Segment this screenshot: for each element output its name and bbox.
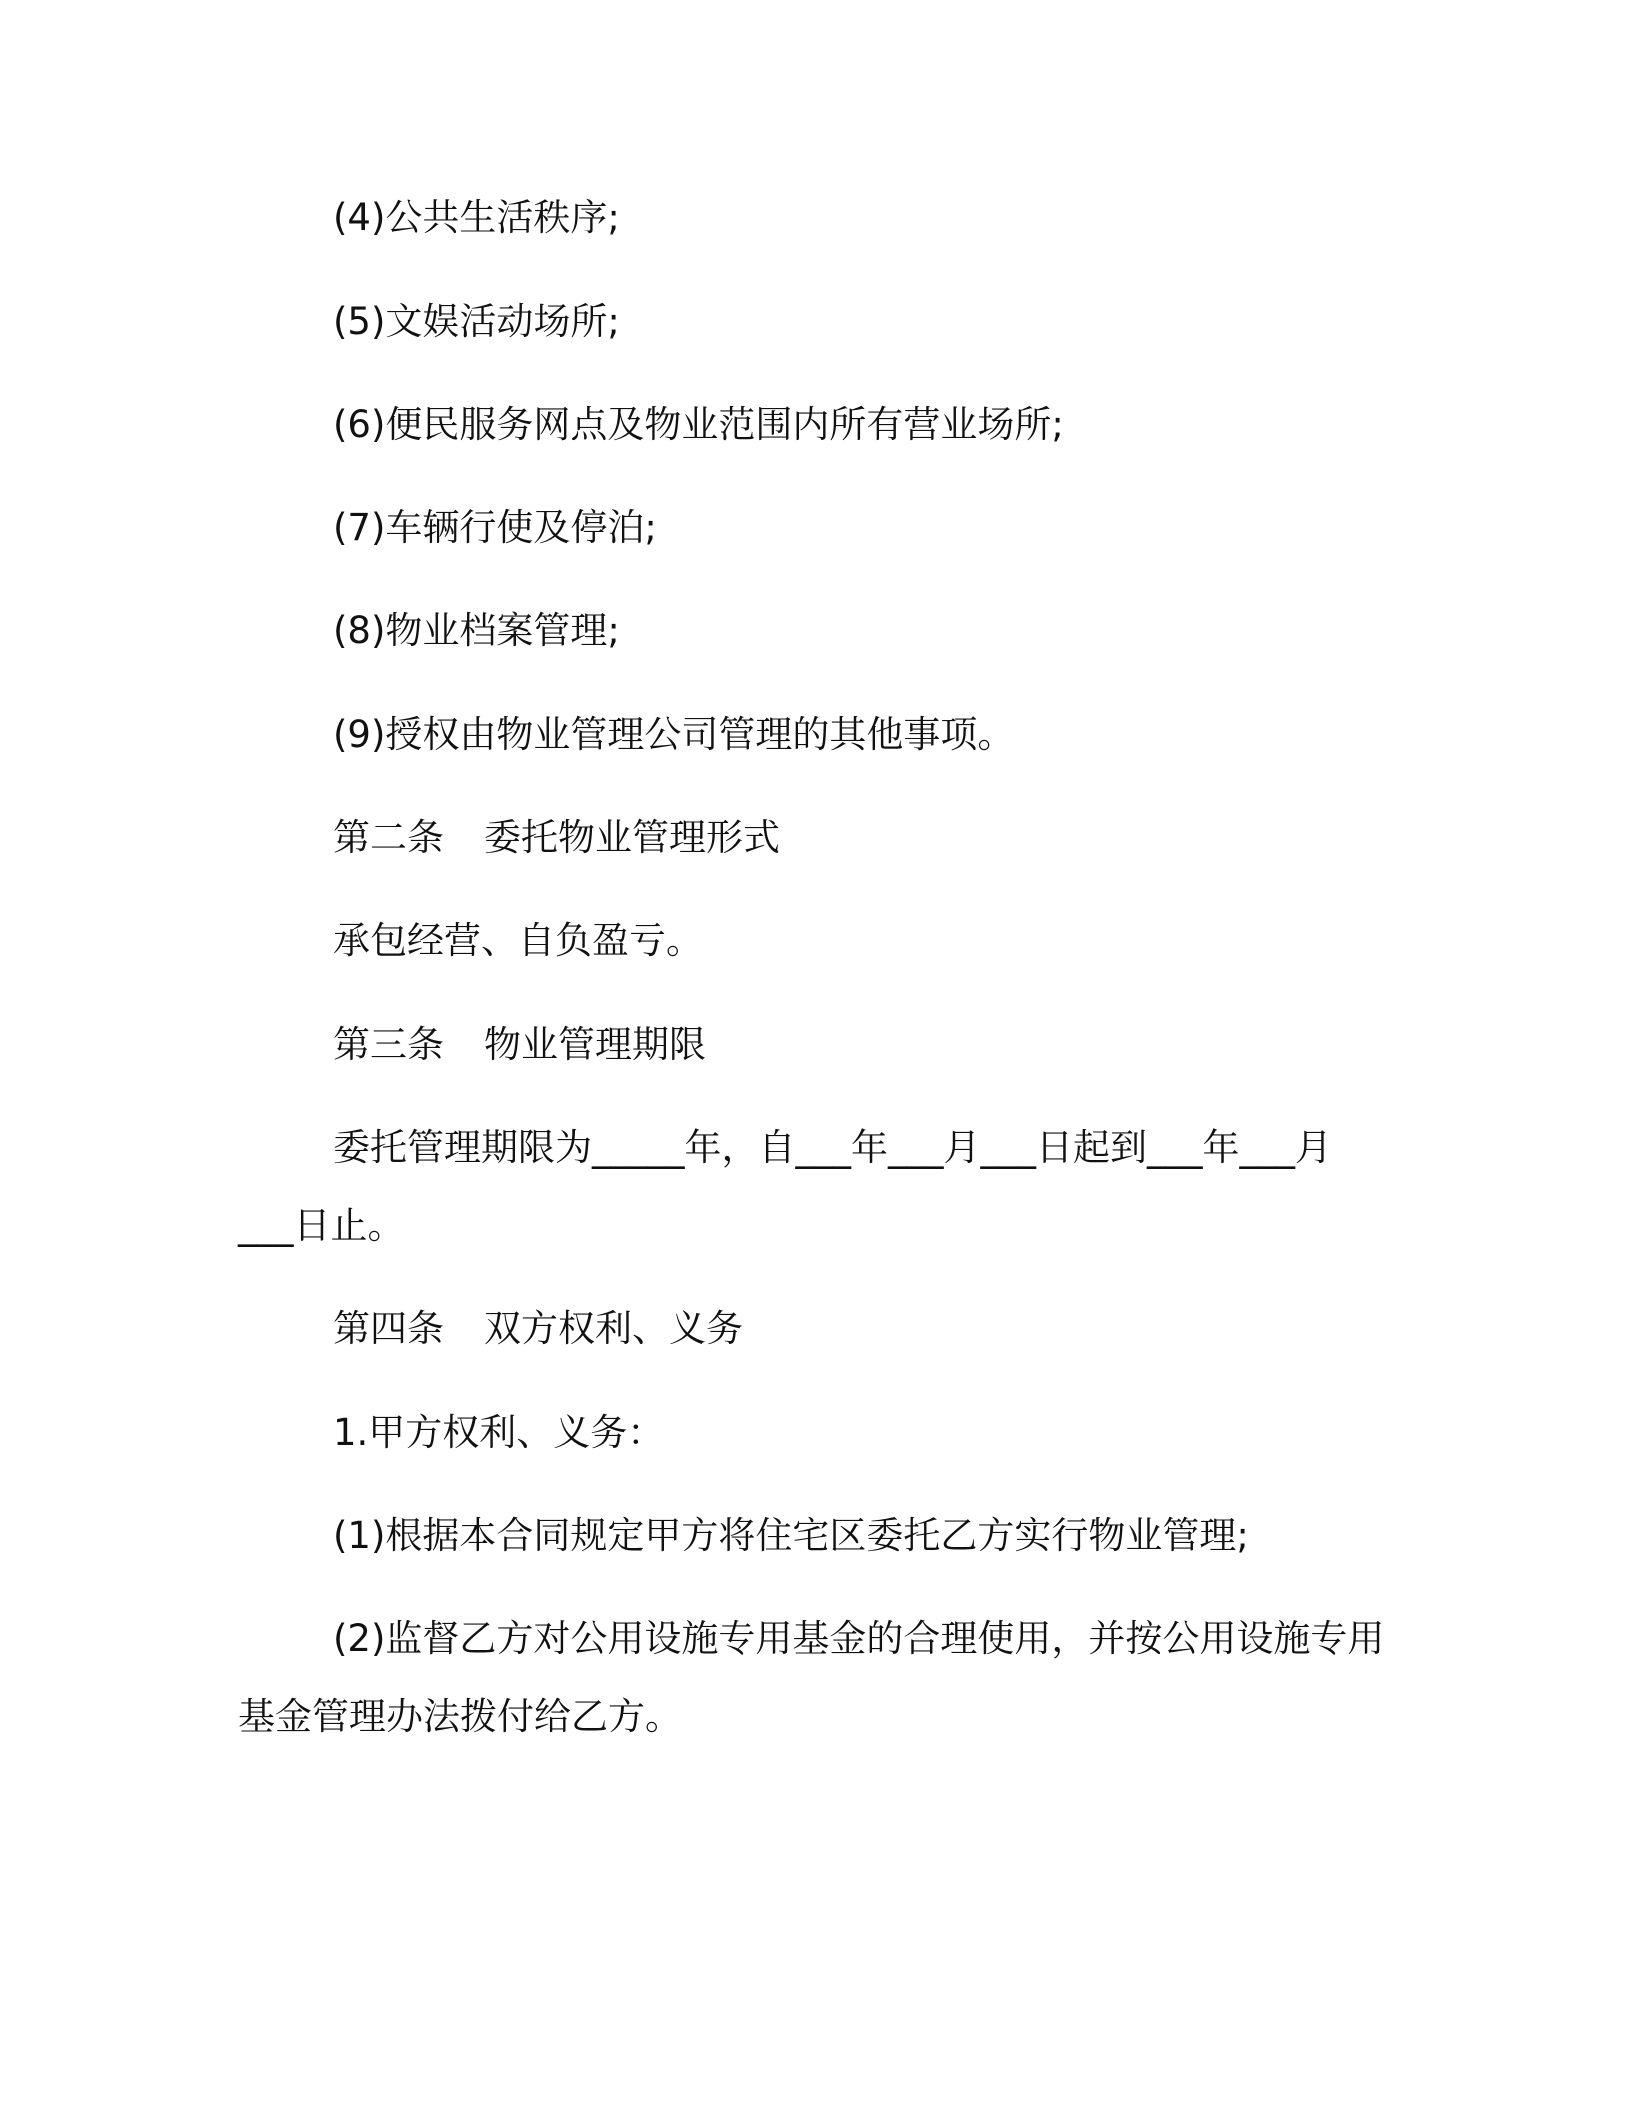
party-a-subheading: 1.甲方权利、义务： — [333, 1411, 665, 1454]
article-2-heading — [333, 813, 780, 863]
article-3-heading — [333, 1020, 706, 1070]
article-3-number: 第三条 — [333, 1023, 444, 1066]
party-a-item-2-line-2: 基金管理办法拨付给乙方。 — [238, 1695, 682, 1738]
article-2-body: 承包经营、自负盈亏。 — [333, 919, 703, 962]
article-2-number: 第二条 — [333, 816, 444, 859]
item-7: (7)车辆行使及停泊; — [333, 506, 657, 549]
item-4: (4)公共生活秩序; — [333, 196, 620, 239]
item-6: (6)便民服务网点及物业范围内所有营业场所; — [333, 403, 1064, 446]
article-3-body-line-1: 委托管理期限为_____年，自___年___月___日起到___年___月 — [333, 1126, 1332, 1169]
article-4-number: 第四条 — [333, 1307, 444, 1350]
article-3-title: 物业管理期限 — [484, 1023, 706, 1066]
item-9: (9)授权由物业管理公司管理的其他事项。 — [333, 713, 1015, 756]
party-a-item-1: (1)根据本合同规定甲方将住宅区委托乙方实行物业管理; — [333, 1514, 1249, 1557]
article-3-body-line-2: ___日止。 — [238, 1204, 405, 1247]
article-2-title: 委托物业管理形式 — [484, 816, 780, 859]
party-a-item-2-line-1: (2)监督乙方对公用设施专用基金的合理使用，并按公用设施专用 — [333, 1617, 1385, 1660]
item-5: (5)文娱活动场所; — [333, 300, 620, 343]
item-8: (8)物业档案管理; — [333, 609, 620, 652]
article-4-title: 双方权利、义务 — [484, 1307, 743, 1350]
article-4-heading — [333, 1304, 743, 1354]
